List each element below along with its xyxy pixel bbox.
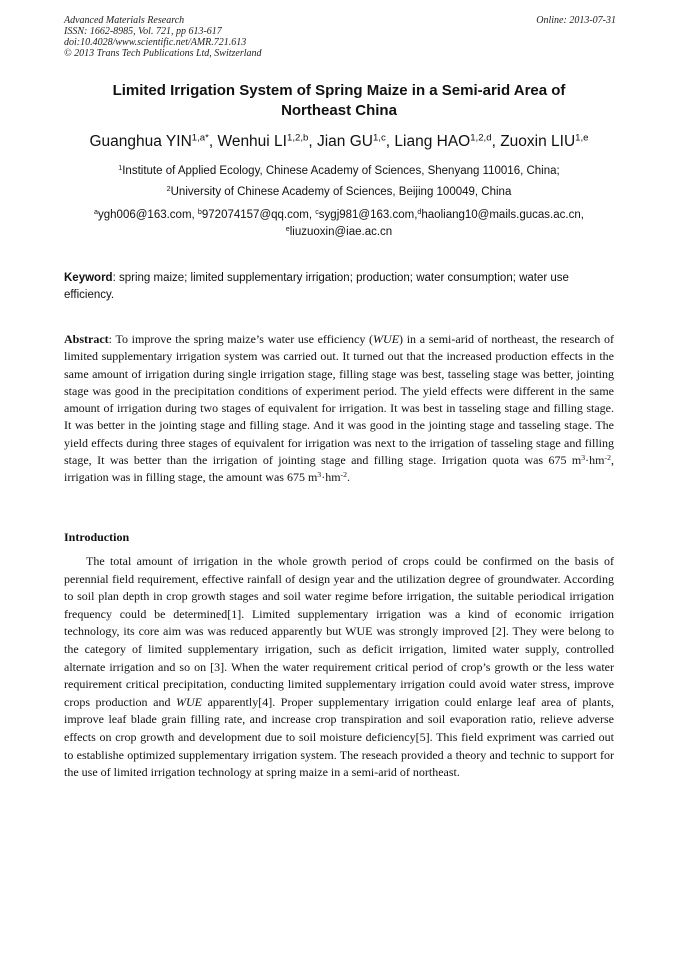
journal-issn: ISSN: 1662-8985, Vol. 721, pp 613-617 xyxy=(64,26,222,37)
affiliation-text: University of Chinese Academy of Sciences, Beijing 100049, China xyxy=(170,186,512,198)
unit-exponent: -2 xyxy=(340,470,348,480)
affiliation-mark: 2 xyxy=(166,185,171,194)
online-date: Online: 2013-07-31 xyxy=(536,15,616,26)
journal-header xyxy=(64,15,616,59)
journal-name: Advanced Materials Research xyxy=(64,15,185,26)
author-affil-mark: 1,2,b xyxy=(286,132,309,144)
email-address[interactable]: ygh006@163.com, xyxy=(98,209,198,221)
abstract-text: , irrigation was in filling stage, the amount was 675 m xyxy=(64,453,614,485)
journal-doi[interactable]: doi:10.4028/www.scientific.net/AMR.721.613 xyxy=(64,37,247,48)
affiliation-2 xyxy=(40,184,638,200)
intro-wue: WUE xyxy=(176,694,203,709)
email-mark: e xyxy=(285,225,290,234)
affiliation-mark: 1 xyxy=(118,164,123,173)
keywords xyxy=(64,270,614,304)
email-mark: c xyxy=(315,208,319,217)
title-line-2: Northeast China xyxy=(281,102,397,119)
author-list: Guanghua $YIN^{1,a*}$, Wenhui LI$^{1,2,b}$, Jian GU$^{1,c}$, Liang HAO$^{1,2,d}$, Zuoxin LIU$^{1,e}$ xyxy=(89,132,589,150)
author-name: Guanghua YIN xyxy=(89,133,192,150)
author-name: Jian GU xyxy=(316,133,373,150)
copyright-notice: © 2013 Trans Tech Publications Ltd, Switzerland xyxy=(64,48,262,59)
email-mark: d xyxy=(417,208,422,217)
author-affil-mark: 1,2,d xyxy=(470,132,492,144)
paper-title xyxy=(70,81,608,121)
keyword-text: : spring maize; limited supplementary irrigation; production; water consumption; water use efficiency. xyxy=(64,272,569,301)
unit-exponent: 3 xyxy=(317,470,322,480)
email-address[interactable]: 972074157@qq.com, xyxy=(201,209,316,221)
email-mark: a xyxy=(94,208,99,217)
intro-text: The total amount of irrigation in the whole growth period of crops could be confirmed on the basis of perennial field requirement, effective rainfall of design year and the utilization degree of groundwater. According to soil plan depth in crop growth stages and soil water regime before irrigation, the suitable periodical irrigation frequency could be determined[1]. Limited supplementary irrigation was a kind of economic irrigation technology, its core aim was was reduced apparently but WUE was strongly improved [2]. They were belong to the category of limited supplementary irrigation, such as deficit irrigation, limited water supply, controlled alternate irrigation and so on [3]. When the water requirement critical period of crop’s growth or the less water requirement critical precipitation, conducting limited supplementary irrigation could avoid water stress, improve crops production and xyxy=(64,554,614,709)
author-affil-mark: 1,c xyxy=(372,132,386,144)
affiliation-1 xyxy=(40,163,638,179)
unit-exponent: 3 xyxy=(581,453,586,463)
abstract-wue: WUE xyxy=(373,332,400,346)
keyword-label: Keyword xyxy=(64,272,113,284)
abstract-text: : To improve the spring maize’s water use efficiency ( xyxy=(108,332,374,346)
author-affil-mark: 1,a* xyxy=(191,132,209,144)
email-address[interactable]: sygj981@163.com, xyxy=(318,209,418,221)
email-mark: b xyxy=(197,208,202,217)
author-name: Liang HAO xyxy=(394,133,471,150)
email-address[interactable]: liuzuoxin@iae.ac.cn xyxy=(289,226,393,238)
abstract-text: ·hm xyxy=(321,470,341,485)
introduction-paragraph xyxy=(64,553,614,782)
abstract-text: ) in a semi-arid of northeast, the research of limited supplementary irrigation system was carried out. It turned out that the increased production effects in the same amount of irrigation during single irrigation stage, filling stage was best, tasseling stage was better, jointing stage was good in the precipitation conditions of experiment period. The yield effects were different in the same amount of irrigation during two stages of equivalent for irrigation. It was best in tasseling stage and filling stage. It was better in the jointing stage and filling stage. And it was good in the jointing stage and tasseling stage. The yield effects during three stages of equivalent for irrigation was next to the irrigation of tasseling stage and filling stage, It was better than the irrigation of jointing stage and filling stage. Irrigation quota was 675 m xyxy=(64,332,614,468)
affiliation-text: Institute of Applied Ecology, Chinese Academy of Sciences, Shenyang 110016, China; xyxy=(122,165,560,177)
author-name: Zuoxin LIU xyxy=(500,133,576,150)
section-heading-introduction: Introduction xyxy=(64,530,130,544)
title-line-1: Limited Irrigation System of Spring Maize in a Semi-arid Area of xyxy=(112,82,566,99)
abstract-text: ·hm xyxy=(585,453,605,468)
abstract xyxy=(64,331,614,487)
email-address[interactable]: haoliang10@mails.gucas.ac.cn, xyxy=(421,209,584,221)
unit-exponent: -2 xyxy=(604,453,611,463)
author-name: Wenhui LI xyxy=(217,133,287,150)
author-affil-mark: 1,e xyxy=(575,132,589,144)
intro-text: apparently[4]. Proper supplementary irrigation could enlarge leaf area of plants, improve leaf blade grain filling rate, and increase crop transpiration and soil evaporation ratio, relieve adverse effects on crop growth and development due to soil moisture deficiency[5]. This field expriment was carried out to establishe optimized supplementary irrigation system. The reseach provided a theory and technic to support for the use of limited irrigation technology at spring maize in a semi-arid of northeast. xyxy=(64,694,614,780)
abstract-label: Abstract xyxy=(64,332,109,346)
author-emails xyxy=(60,207,618,241)
abstract-text: . xyxy=(347,470,351,485)
